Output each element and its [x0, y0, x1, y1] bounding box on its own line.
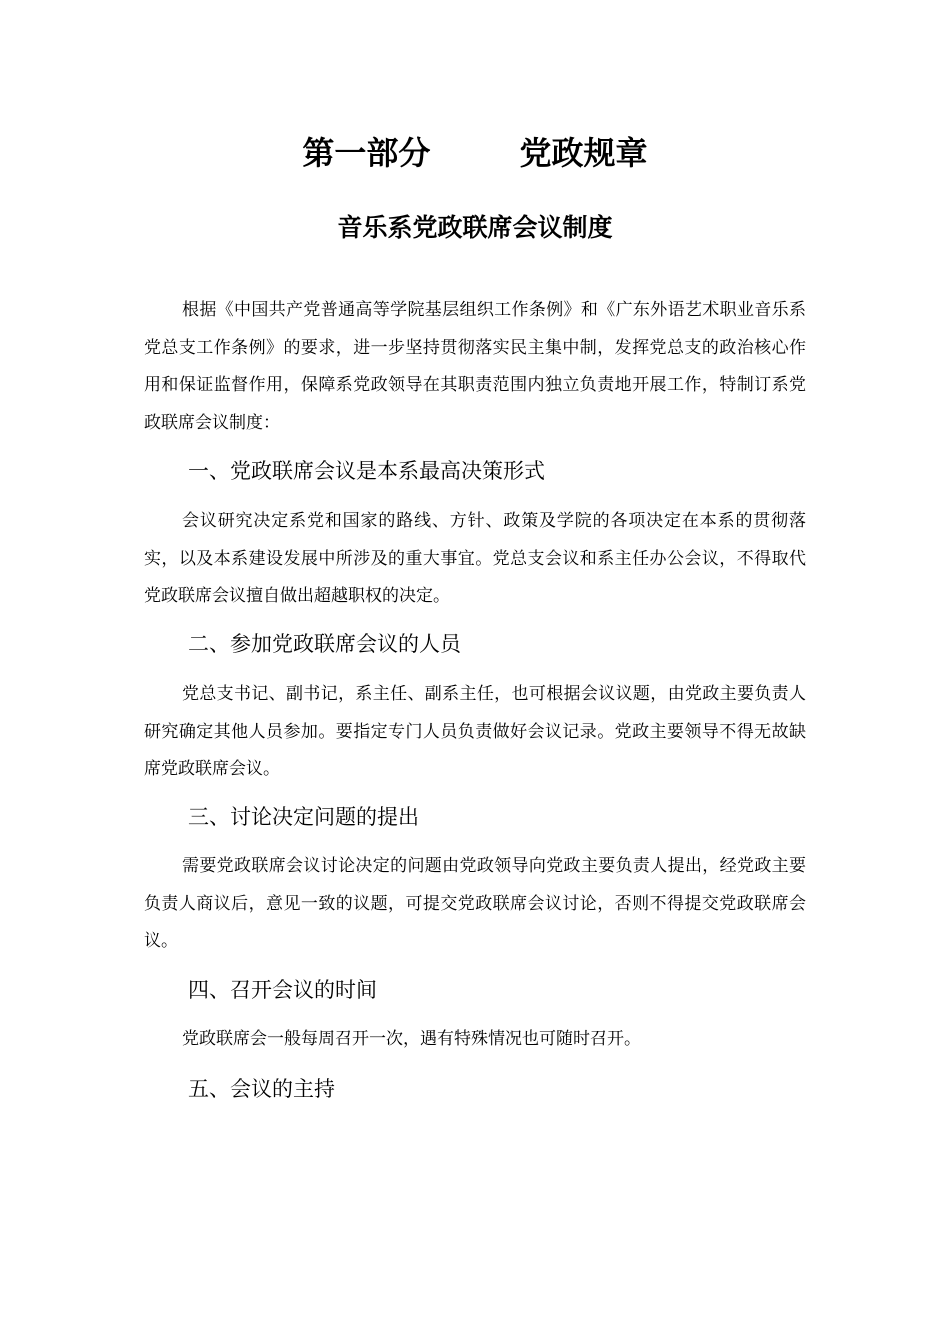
intro-paragraph: 根据《中国共产党普通高等学院基层组织工作条例》和《广东外语艺术职业音乐系党总支工作条例》的要求，进一步坚持贯彻落实民主集中制，发挥党总支的政治核心作用和保证监督作用，保障系党政领导在其职责范围内独立负责地开展工作，特制订系党政联席会议制度： — [144, 300, 806, 433]
part-title: 第一部分 党政规章 — [302, 134, 648, 172]
section-heading-2: 二、参加党政联席会议的人员 — [188, 632, 461, 656]
section-heading-1: 一、党政联席会议是本系最高决策形式 — [188, 459, 545, 483]
section-body-2: 党总支书记、副书记，系主任、副系主任，也可根据会议议题，由党政主要负责人研究确定其他人员参加。要指定专门人员负责做好会议记录。党政主要领导不得无故缺席党政联席会议。 — [144, 684, 806, 779]
document-title: 音乐系党政联席会议制度 — [337, 213, 613, 242]
section-heading-5: 五、会议的主持 — [188, 1077, 335, 1101]
section-heading-4: 四、召开会议的时间 — [188, 978, 377, 1002]
section-heading-3: 三、讨论决定问题的提出 — [188, 805, 419, 829]
section-body-1: 会议研究决定系党和国家的路线、方针、政策及学院的各项决定在本系的贯彻落实，以及本系建设发展中所涉及的重大事宜。党总支会议和系主任办公会议，不得取代党政联席会议擅自做出超越职权的决定。 — [144, 511, 806, 606]
section-body-3: 需要党政联席会议讨论决定的问题由党政领导向党政主要负责人提出，经党政主要负责人商议后，意见一致的议题，可提交党政联席会议讨论，否则不得提交党政联席会议。 — [144, 856, 806, 951]
section-body-4: 党政联席会一般每周召开一次，遇有特殊情况也可随时召开。 — [182, 1029, 641, 1049]
